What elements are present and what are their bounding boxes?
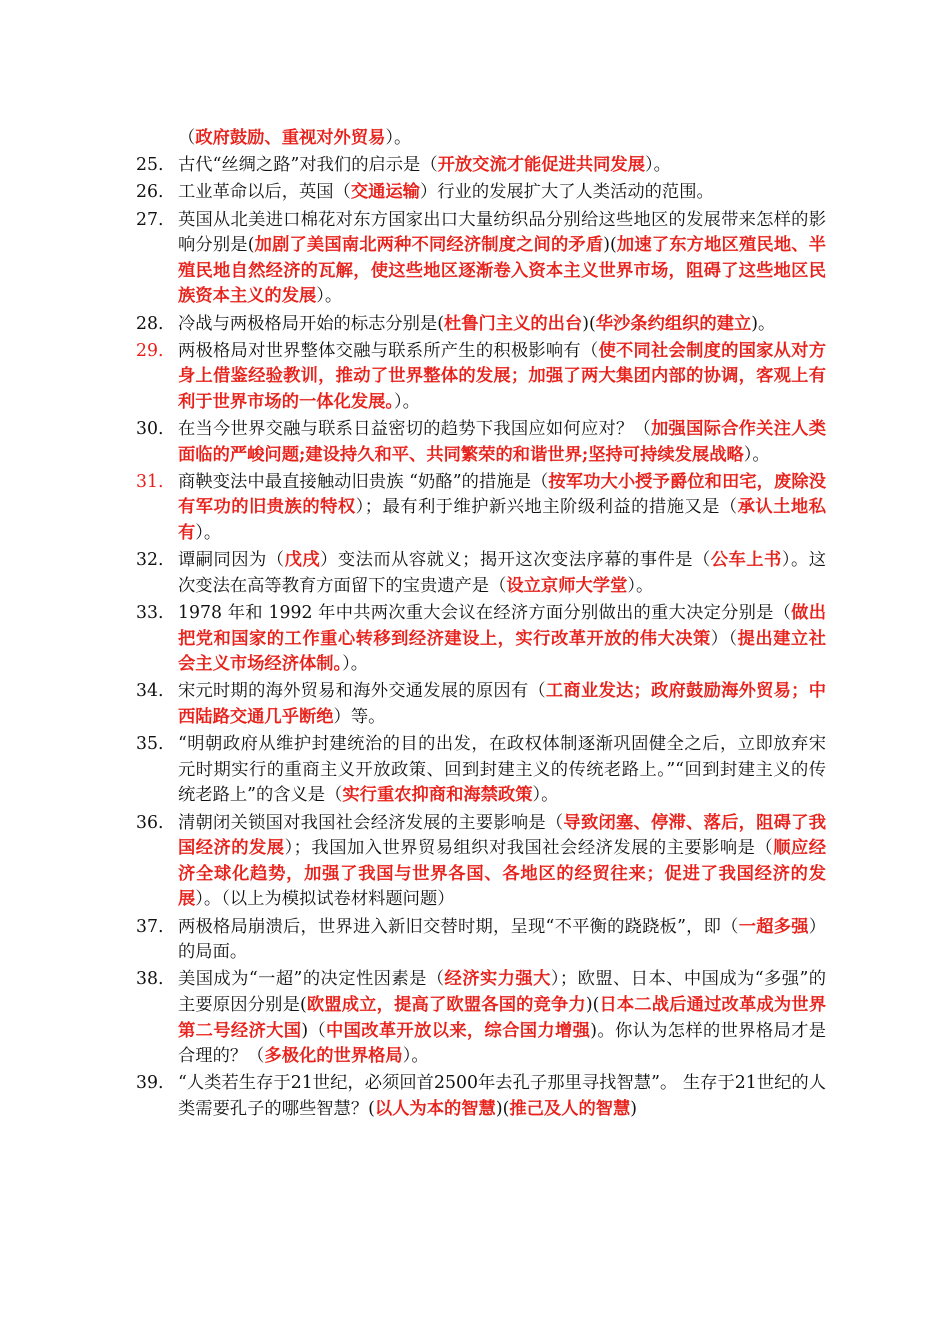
question-item [136,811,826,913]
question-text: 英国从北美进口棉花对东方国家出口大量纺织品分别给这些地区的发展带来怎样的影响分别是( [178,209,826,256]
question-text: 在当今世界交融与联系日益密切的趋势下我国应如何应对？（ [178,419,652,440]
question-item [136,601,826,678]
question-text: )( [585,994,600,1015]
question-text: ）。 [627,575,654,596]
question-number: 28. [136,313,164,334]
question-text: 清朝闭关锁国对我国社会经济发展的主要影响是（ [178,812,564,833]
answer-text: 使不同社会制度的国家从对方身上借鉴经验教训，推动了世界整体的发展；加强了两大集团内部的协调，客观上有利于世界市场的一体化发展。 [178,340,826,412]
answer-text: 按军功大小授予爵位和田宅，废除没有军功的旧贵族的特权 [178,471,826,518]
question-text: 两极格局崩溃后，世界进入新旧交替时期，呈现“不平衡的跷跷板”，即（ [178,916,739,937]
question-item [136,339,826,416]
question-item [136,732,826,809]
answer-text: 交通运输 [350,182,420,203]
question-number: 33. [136,603,164,624]
question-text: “明朝政府从维护封建统治的目的出发，在政权体制逐渐巩固健全之后，立即放弃宋元时期实行的重商主义开放政策、回到封建主义的传统老路上。”“回到封建主义的传统老路上”的含义是（ [178,734,826,806]
question-number: 34. [136,681,164,702]
question-text: ) [630,1098,638,1119]
answer-text: 一超多强 [738,916,809,937]
answer-text: 政府鼓励、重视对外贸易 [195,128,386,148]
answer-text: 提出建立社会主义市场经济体制。 [178,628,826,675]
answer-text: 中国改革开放以来，综合国力增强 [326,1020,591,1041]
question-number: 27. [136,209,164,230]
question-number: 25. [136,155,164,176]
question-number: 38. [136,969,164,990]
question-number: 26. [136,182,164,203]
answer-text: 杜鲁门主义的出台 [443,313,583,334]
answer-text: 多极化的世界格局 [264,1046,403,1067]
question-text: ）。（以上为模拟试卷材料题问题） [195,889,455,910]
answer-text: 日本二战后通过改革成为世界第二号经济大国 [178,994,826,1041]
question-item [136,126,826,152]
question-text: ）变法而从容就义；揭开这次变法序幕的事件是（ [320,550,711,571]
answer-text: 戊戌 [284,550,321,571]
question-text: 美国成为“一超”的决定性因素是（ [178,969,445,990]
answer-text: 加剧了美国南北两种不同经济制度之间的矛盾 [254,235,604,256]
answer-text: 工商业发达；政府鼓励海外贸易；中西陆路交通几乎断绝 [178,681,826,727]
answer-text: 做出把党和国家的工作重心转移到经济建设上，实行改革开放的伟大决策 [178,603,826,649]
question-item [136,915,826,966]
question-number: 29. [136,340,164,361]
question-text: 工业革命以后，英国（ [178,182,351,203]
question-text: ）；我国加入世界贸易组织对我国社会经济发展的主要影响是（ [284,838,774,859]
question-text: )。你认为怎样的世界格局才是合理的？（ [178,1020,826,1067]
question-text: 商鞅变法中最直接触动旧贵族 “奶酪”的措施是（ [178,471,549,492]
answer-text: 加速了东方地区殖民地、半殖民地自然经济的瓦解，使这些地区逐渐卷入资本主义世界市场，阻碍了这些地区民族资本主义的发展 [178,235,826,307]
answer-text: 承认土地私有 [178,497,826,544]
question-item [136,1071,826,1122]
question-item [136,679,826,730]
question-item [136,153,826,179]
answer-text: 华沙条约组织的建立 [595,313,752,334]
question-text: ）。 [195,523,222,544]
question-text: ）。 [743,444,770,465]
question-text: “人类若生存于21世纪，必须回首2500年去孔子那里寻找智慧”。 生存于21世纪的人类需要孔子的哪些智慧？( [178,1073,826,1119]
question-number: 36. [136,812,164,833]
question-item [136,470,826,547]
question-text: ）的局面。 [178,916,826,963]
answer-text: 欧盟成立，提高了欧盟各国的竞争力 [306,994,586,1015]
question-number: 30. [136,419,164,440]
question-text: 1978 年和 1992 年中共两次重大会议在经济方面分别做出的重大决定分别是（ [178,603,792,624]
question-text: ）。 [645,155,671,176]
question-text: ）。 [394,391,420,412]
answer-text: 顺应经济全球化趋势，加强了我国与世界各国、各地区的经贸往来；促进了我国经济的发展 [178,838,826,910]
question-item [136,548,826,599]
answer-text: 加强国际合作关注人类面临的严峻问题;建设持久和平、共同繁荣的和谐世界;坚持可持续发展战略 [178,419,826,465]
question-text: ）。这次变法在高等教育方面留下的宝贵遗产是（ [178,550,826,596]
question-text: ）等。 [333,707,386,727]
question-text: ）。 [385,128,412,148]
question-number: 31. [136,471,164,492]
question-text: 宋元时期的海外贸易和海外交通发展的原因有（ [178,681,546,702]
answer-text: 开放交流才能促进共同发展 [437,155,645,176]
question-item [136,417,826,468]
question-text: )。 [751,313,776,334]
question-text: ）；最有利于维护新兴地主阶级利益的措施又是（ [355,497,738,518]
question-item [136,312,826,338]
question-item [136,967,826,1069]
answer-text: 设立京师大学堂 [506,575,628,596]
question-text: )( [603,235,617,256]
question-text: 冷战与两极格局开始的标志分别是( [178,313,444,334]
question-number: 39. [136,1073,164,1094]
question-text: ）；欧盟、日本、中国成为“多强”的主要原因分别是( [178,969,826,1015]
answer-text: 实行重农抑商和海禁政策 [342,785,533,806]
question-text: 谭嗣同因为（ [178,550,285,571]
question-text: )( [582,313,596,334]
question-text: ）。 [342,654,369,675]
answer-text: 经济实力强大 [444,969,551,990]
answer-text: 公车上书 [710,550,782,571]
question-text: （ [178,128,196,148]
question-number: 37. [136,916,164,937]
question-text: ）。 [402,1046,429,1067]
question-text: 两极格局对世界整体交融与联系所产生的积极影响有（ [178,340,599,361]
question-text: ）（ [710,628,738,649]
question-text: ）行业的发展扩大了人类活动的范围。 [419,182,714,203]
question-text: ）。 [532,785,559,806]
answer-text: 以人为本的智慧 [374,1098,496,1119]
answer-text: 推己及人的智慧 [509,1098,631,1119]
question-text: )( [495,1098,510,1119]
question-item [136,208,826,310]
answer-text: 导致闭塞、停滞、落后，阻碍了我国经济的发展 [178,812,826,859]
question-text: )（ [301,1020,327,1041]
question-text: ）。 [316,286,343,307]
question-number: 32. [136,550,164,571]
question-text: 古代“丝绸之路”对我们的启示是（ [178,155,438,176]
question-list [136,126,826,1124]
question-number: 35. [136,734,164,755]
question-item [136,180,826,206]
